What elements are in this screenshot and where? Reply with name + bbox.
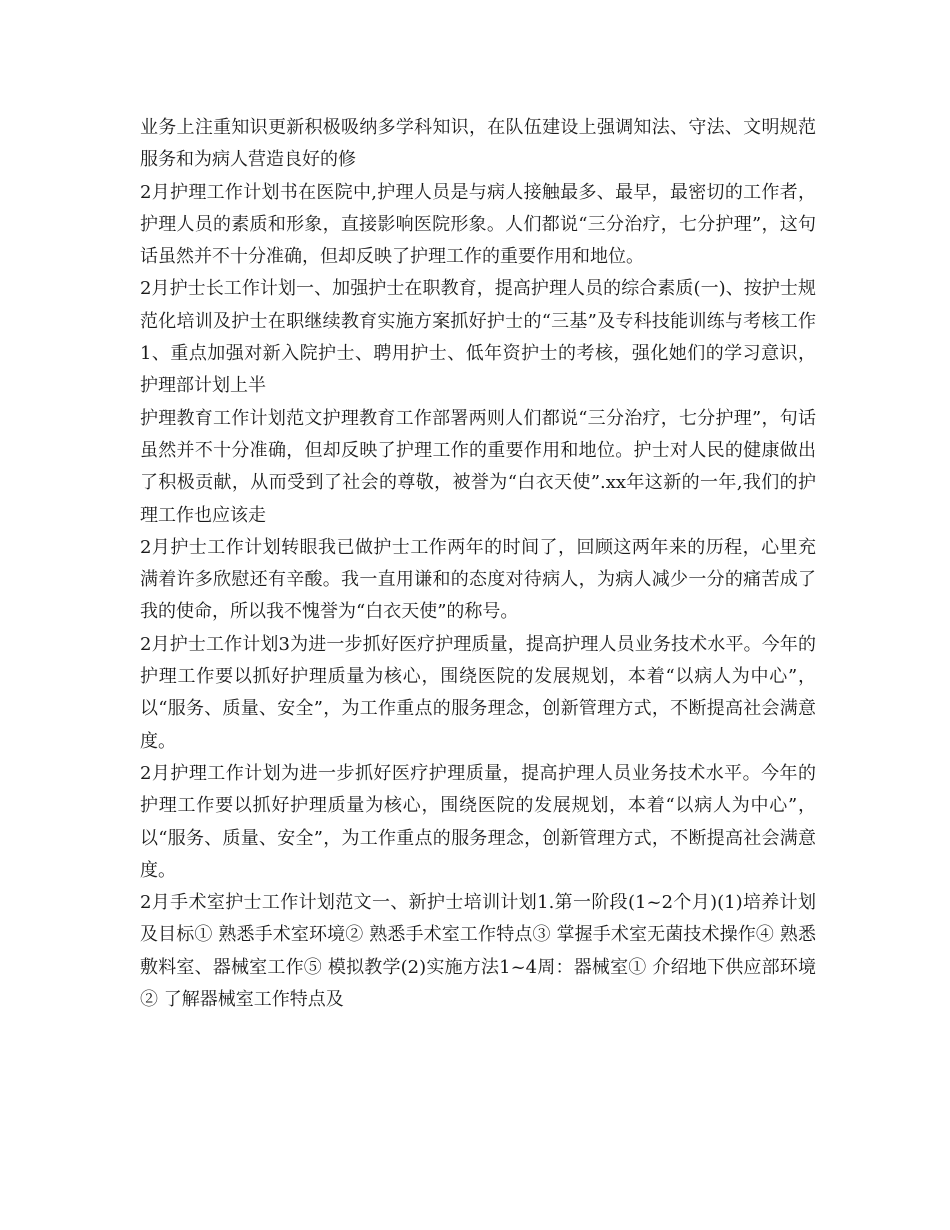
paragraph-3: 2月护士长工作计划一、加强护士在职教育，提高护理人员的综合素质(一)、按护士规范化培训及护士在职继续教育实施方案抓好护士的“三基”及专科技能训练与考核工作1、重点加强对新入院护士、聘用护士、低年资护士的考核，强化她们的学习意识，护理部计划上半 [140,278,816,397]
paragraph-7: 2月护理工作计划为进一步抓好医疗护理质量，提高护理人员业务技术水平。今年的护理工作要以抓好护理质量为核心，围绕医院的发展规划，本着“以病人为中心”，以“服务、质量、安全”，为工作重点的服务理念，创新管理方式，不断提高社会满意度。 [140,762,816,881]
document-body [140,112,816,1016]
paragraph-6: 2月护士工作计划3为进一步抓好医疗护理质量，提高护理人员业务技术水平。今年的护理工作要以抓好护理质量为核心，围绕医院的发展规划，本着“以病人为中心”，以“服务、质量、安全”，为工作重点的服务理念，创新管理方式，不断提高社会满意度。 [140,633,816,752]
paragraph-4: 护理教育工作计划范文护理教育工作部署两则人们都说“三分治疗，七分护理”，句话虽然并不十分准确，但却反映了护理工作的重要作用和地位。护士对人民的健康做出了积极贡献，从而受到了社会的尊敬，被誉为“白衣天使”.xx年这新的一年,我们的护理工作也应该走 [140,407,816,526]
paragraph-2: 2月护理工作计划书在医院中,护理人员是与病人接触最多、最早，最密切的工作者，护理人员的素质和形象，直接影响医院形象。人们都说“三分治疗，七分护理”，这句话虽然并不十分准确，但却反映了护理工作的重要作用和地位。 [140,181,816,268]
paragraph-8: 2月手术室护士工作计划范文一、新护士培训计划1.第一阶段(1~2个月)(1)培养计划及目标① 熟悉手术室环境② 熟悉手术室工作特点③ 掌握手术室无菌技术操作④ 熟悉敷料室、器械室工作⑤ 模拟教学(2)实施方法1~4周：器械室① 介绍地下供应部环境② 了解器械室工作特点及 [140,892,816,1011]
paragraph-5: 2月护士工作计划转眼我已做护士工作两年的时间了，回顾这两年来的历程，心里充满着许多欣慰还有辛酸。我一直用谦和的态度对待病人，为病人减少一分的痛苦成了我的使命，所以我不愧誉为“白衣天使”的称号。 [140,536,816,623]
paragraph-1: 业务上注重知识更新积极吸纳多学科知识，在队伍建设上强调知法、守法、文明规范服务和为病人营造良好的修 [140,117,816,171]
